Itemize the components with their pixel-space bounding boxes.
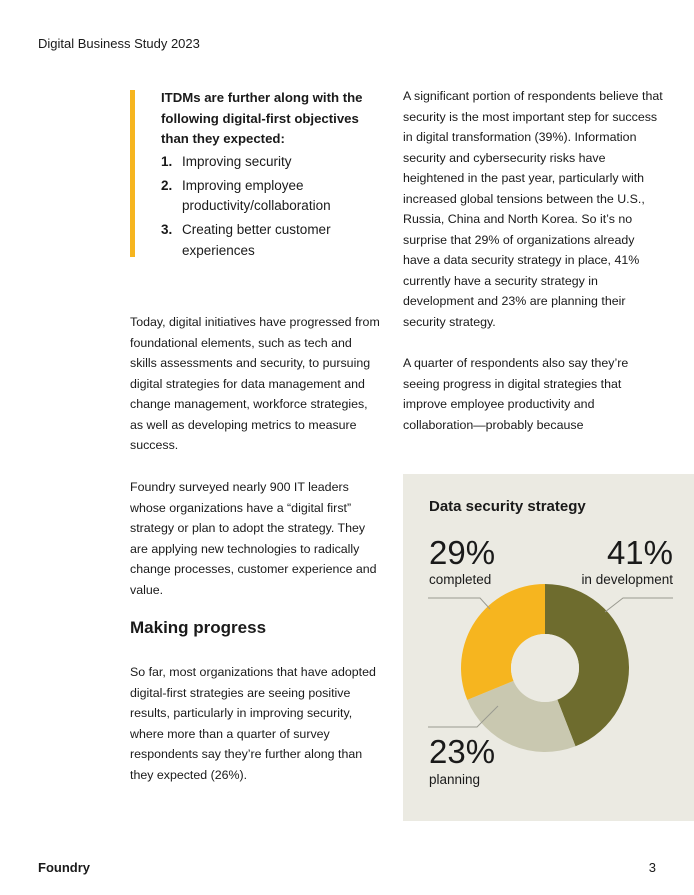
callout-accent-bar — [130, 90, 135, 257]
objectives-callout — [161, 88, 381, 265]
objectives-list — [161, 152, 381, 262]
list-item — [161, 152, 381, 173]
list-item-number: 3. — [161, 222, 173, 237]
planning-label: planning — [429, 772, 481, 787]
page-number: 3 — [648, 860, 656, 875]
donut-hole — [511, 634, 579, 702]
survey-paragraph: Foundry surveyed nearly 900 IT leaders whose organizations have a “digital first” strategy or plan to adopt the strategy. They are applying new technologies to radically change processes, customer experience and value. — [130, 480, 377, 597]
list-item-text: Creating better customer experiences — [182, 222, 331, 258]
list-item-number: 2. — [161, 177, 173, 193]
completed-value: 29% — [429, 534, 496, 571]
completed-label: completed — [429, 572, 492, 587]
chart-title: Data security strategy — [429, 498, 586, 515]
list-item-number: 1. — [161, 153, 173, 169]
development-value: 41% — [606, 534, 673, 571]
list-item — [161, 220, 381, 261]
development-leader-line — [605, 598, 673, 612]
productivity-paragraph: A quarter of respondents also say they’re seeing progress in digital strategies that improve employee productivity and collaboration—probably because — [403, 356, 629, 432]
list-item-text: Improving employee productivity/collaboration — [182, 177, 331, 213]
footer-brand: Foundry — [38, 860, 90, 875]
list-item — [161, 176, 381, 217]
document-header-title: Digital Business Study 2023 — [38, 36, 200, 51]
list-item-text: Improving security — [182, 153, 292, 169]
section-heading: Making progress — [130, 618, 267, 637]
planning-value: 23% — [429, 733, 496, 770]
development-label: in development — [581, 572, 673, 587]
security-paragraph: A significant portion of respondents believe that security is the most important step for success in digital transformation (39%). Information security and cybersecurity risks have heightened in the past year, particularly with increased global tensions between the U.S., Russia, China and North Korea. So it’s no surprise that 29% of organizations already have a data security strategy in place, 41% currently have a security strategy in development and 23% are planning their security strategy. — [403, 89, 663, 329]
completed-leader-line — [428, 598, 490, 609]
progress-paragraph: So far, most organizations that have adopted digital-first strategies are seeing positive results, particularly in improving security, where more than a quarter of survey respondents say they’re further along than they expected (26%). — [130, 665, 376, 782]
callout-heading: ITDMs are further along with the following digital-first objectives than they expected: — [161, 90, 363, 146]
intro-paragraph: Today, digital initiatives have progressed from foundational elements, such as tech and skills assessments and security, to pursuing digital strategies for data management and change management, workforce strategies, as well as developing metrics to measure success. — [130, 315, 380, 452]
